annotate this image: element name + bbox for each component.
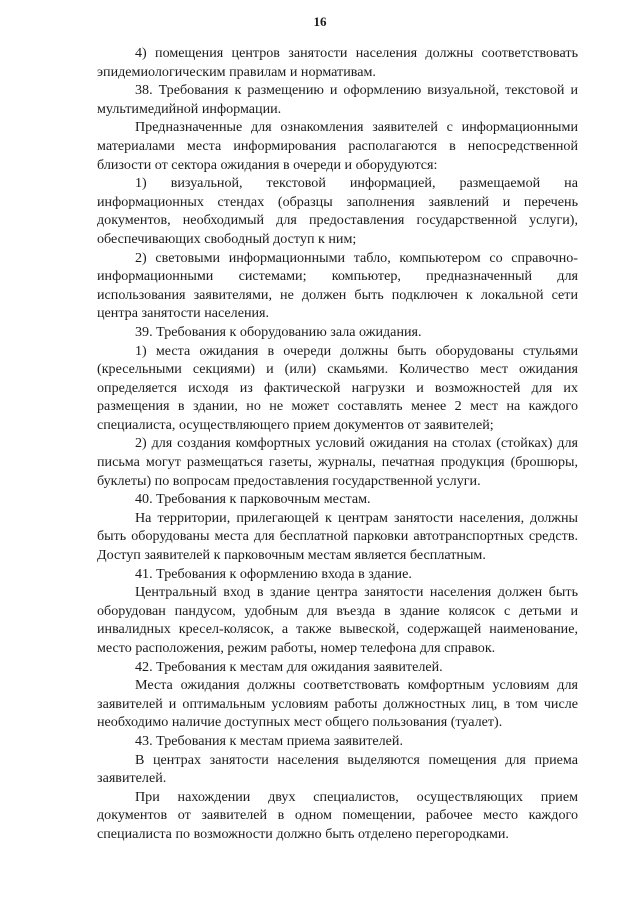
paragraph: Места ожидания должны соответствовать комфортным условиям для заявителей и оптимальным условиям работы должностных лиц, в том числе необходимо наличие доступных мест общего пользования (туалет). [97,677,578,731]
page-number: 16 [313,14,327,29]
paragraph: 1) визуальной, текстовой информацией, размещаемой на информационных стендах (образцы заполнения заявлений и перечень документов, необходимый для предоставления государственной услуги), обеспечивающих свободный доступ к ним; [97,175,578,247]
paragraph: 2) для создания комфортных условий ожидания на столах (стойках) для письма могут размещаться газеты, журналы, печатная продукция (брошюры, буклеты) по вопросам предоставления государственной услуги. [97,435,578,489]
section-heading: 42. Требования к местам для ожидания заявителей. [135,658,443,675]
paragraph: На территории, прилегающей к центрам занятости населения, должны быть оборудованы места для бесплатной парковки автотранспортных средств. Доступ заявителей к парковочным местам является бесплатным. [97,509,578,564]
paragraph: При нахождении двух специалистов, осуществляющих прием документов от заявителей в одном помещении, рабочее место каждого специалиста по возможности должно быть отделено перегородками. [97,788,578,842]
paragraph: 38. Требования к размещению и оформлению визуальной, текстовой и мультимедийной информации. [97,82,578,117]
document-body [97,44,578,844]
paragraph: 4) помещения центров занятости населения должны соответствовать эпидемиологическим правилам и нормативам. [97,45,578,80]
paragraph: Предназначенные для ознакомления заявителей с информационными материалами места информирования располагаются в непосредственной близости от сектора ожидания в очереди и оборудуются: [97,119,578,173]
section-heading: 40. Требования к парковочным местам. [135,491,371,508]
section-heading: 39. Требования к оборудованию зала ожидания. [135,323,422,340]
paragraph: 1) места ожидания в очереди должны быть оборудованы стульями (кресельными секциями) и (или) скамьями. Количество мест ожидания определяется исходя из фактической нагрузки и возможностей для их размещения в здании, но не может составлять менее 2 мест на каждого специалиста, осуществляющего прием документов от заявителей; [97,342,578,433]
section-heading: 41. Требования к оформлению входа в здание. [135,565,412,582]
paragraph: Центральный вход в здание центра занятости населения должен быть оборудован пандусом, удобным для въезда в здание колясок с детьми и инвалидных кресел-колясок, а также вывеской, содержащей наименование, место расположения, режим работы, номер телефона для справок. [97,584,578,656]
paragraph: 2) световыми информационными табло, компьютером со справочно-информационными системами; компьютер, предназначенный для использования заявителями, не должен быть подключен к локальной сети центра занятости населения. [97,249,578,322]
paragraph: В центрах занятости населения выделяются помещения для приема заявителей. [97,751,578,787]
section-heading: 43. Требования к местам приема заявителей. [135,732,403,749]
